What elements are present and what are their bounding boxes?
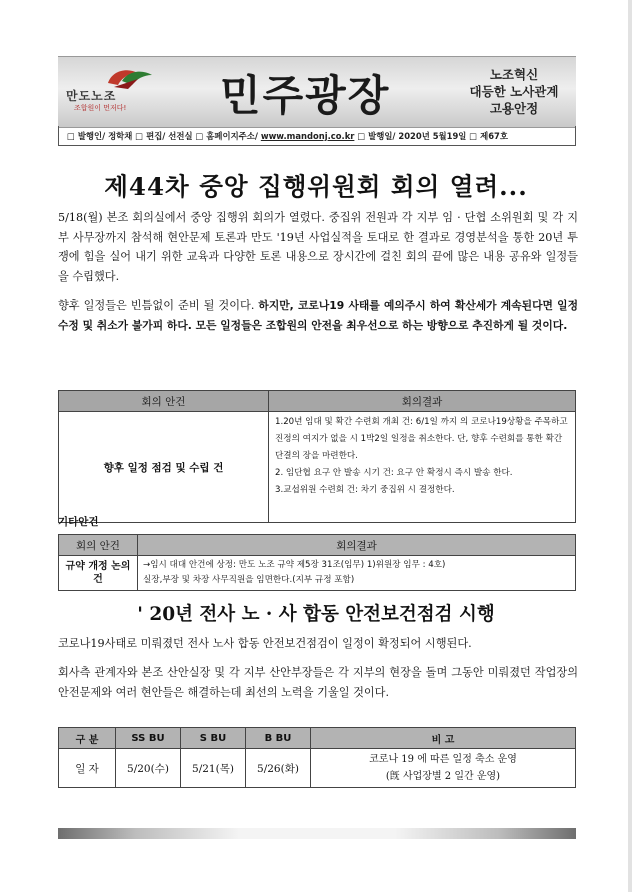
issue-number: □ 제67호 (469, 131, 508, 141)
column-header: 구 분 (59, 728, 116, 749)
publication-info (58, 126, 576, 146)
logo-text: 만도노조 (66, 89, 117, 103)
article1-paragraph-2 (58, 296, 578, 335)
note-line: 코로나 19 에 따른 일정 축소 운영 (369, 754, 517, 765)
homepage-link[interactable]: www.mandonj.co.kr (260, 131, 355, 141)
meeting-results-table (58, 390, 576, 523)
column-header: 회의결과 (138, 535, 576, 556)
date-cell: 5/26(화) (246, 749, 311, 788)
slogan-line: 고용안정 (489, 101, 539, 116)
footer-divider (58, 828, 576, 839)
column-header: 회의결과 (269, 391, 576, 412)
column-header: 회의 안건 (59, 535, 138, 556)
date-cell: 5/21(목) (181, 749, 246, 788)
newsletter-title: 민주광장 (220, 71, 391, 120)
result-item: 3.교섭위원 수련회 건: 차기 중집위 시 결정한다. (275, 485, 455, 495)
inspection-schedule-table (58, 727, 576, 788)
para-text: 향후 일정들은 빈틈없이 준비 될 것이다. (58, 299, 259, 312)
result-cell (138, 556, 576, 591)
result-item: 2. 임단협 요구 안 발송 시기 건: 요구 안 확정시 즉시 발송 한다. (275, 468, 513, 478)
article2-paragraph: 코로나19사태로 미뤄졌던 전사 노사 합동 안전보건점검이 일정이 확정되어 시행된다. (58, 637, 472, 650)
publish-date: □ 발행일/ 2020년 5월19일 (357, 131, 467, 141)
date-cell: 5/20(수) (116, 749, 181, 788)
agenda-cell: 규약 개정 논의 건 (59, 556, 138, 591)
column-header: 회의 안건 (59, 391, 269, 412)
page-edge (628, 0, 632, 892)
row-label: 일 자 (59, 749, 116, 788)
article2-headline: ' 20년 전사 노 · 사 합동 안전보건점검 시행 (137, 604, 495, 625)
para-emphasis: 하지만, 코로나19 사태를 예의주시 하여 확산세가 계속된다면 일정 수정 및 취소가 불가피 하다. 모든 일정들은 조합원의 안전을 최우선으로 하는 방향으로 추진하게 될 것이다. (58, 299, 578, 332)
column-header: SS BU (116, 728, 181, 749)
other-agenda-label: 기타안건 (58, 516, 99, 528)
article1-headline: 제44차 중앙 집행위원회 회의 열려... (104, 172, 528, 201)
note-line: (旣 사업장별 2 일간 운영) (385, 771, 501, 782)
masthead (58, 56, 576, 128)
agenda-cell: 향후 일정 점검 및 수립 건 (59, 412, 269, 523)
logo-subtitle: 조합원이 먼저다! (74, 104, 127, 112)
note-cell (311, 749, 576, 788)
result-line: →임시 대대 안건에 상정: 만도 노조 규약 제5장 31조(임무) 1)위원장 임무 : 4호) (143, 560, 446, 570)
column-header: 비 고 (311, 728, 576, 749)
slogan-line: 대등한 노사관계 (469, 84, 559, 99)
slogan-block (466, 66, 562, 117)
other-agenda-table (58, 534, 576, 591)
article1-paragraph: 5/18(월) 본조 회의실에서 중앙 집행위 회의가 열렸다. 중집위 전원과 각 지부 임 · 단협 소위원회 및 각 지부 사무장까지 참석해 현안문제 토론과 만도 '19년 사업실적을 토대로 한 결과로 경영분석을 통한 20년 투쟁에 힘을 실어 내기 위한 교육과 다양한 토론 내용으로 장시간에 걸친 회의 끝에 많은 내용 공유와 일정들을 수립했다. (58, 211, 578, 283)
column-header: S BU (181, 728, 246, 749)
result-cell (269, 412, 576, 523)
result-line: 실장,부장 및 차장 사무직원을 임면한다.(지부 규정 포함) (143, 575, 355, 585)
editor: □ 편집/ 선전실 (135, 131, 193, 141)
article2-paragraph-2: 회사측 관계자와 본조 산안실장 및 각 지부 산안부장들은 각 지부의 현장을 돌며 그동안 미뤄졌던 작업장의 안전문제와 여러 현안들은 해결하는데 최선의 노력을 기울일 것이다. (58, 666, 578, 699)
column-header: B BU (246, 728, 311, 749)
homepage-label: □ 홈페이지주소/ (195, 131, 258, 141)
publisher: □ 발행인/ 정학채 (67, 131, 133, 141)
slogan-line: 노조혁신 (489, 67, 539, 82)
result-item: 1.20년 임대 및 확간 수련회 개최 건: 6/1일 까지 의 코로나19상황을 주목하고 진정의 여지가 없을 시 1박2일 일정을 취소한다. 단, 향후 수련회를 통한 확간 단결의 장을 마련한다. (275, 417, 568, 461)
